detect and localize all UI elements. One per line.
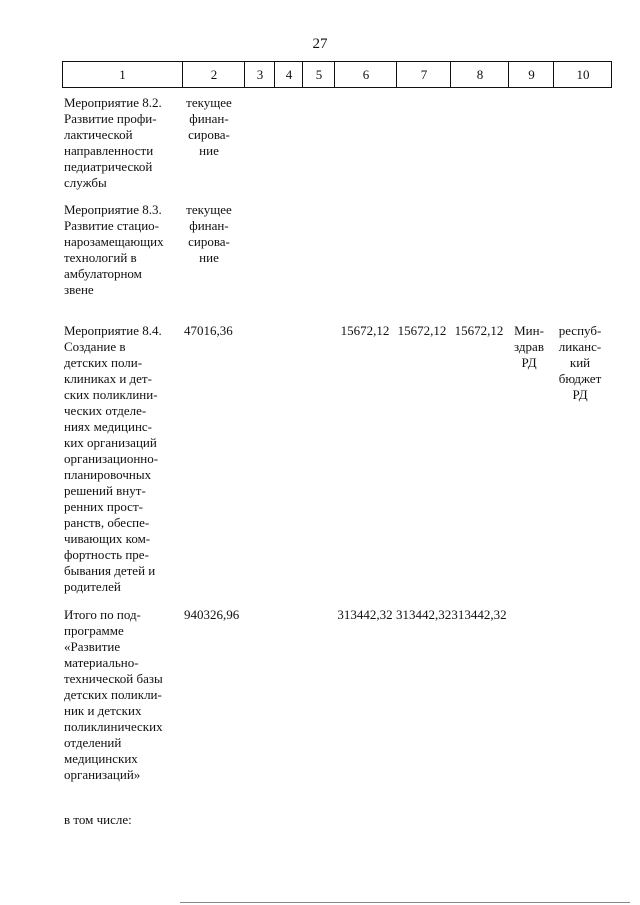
page-number: 27 <box>312 36 328 52</box>
row-1-funding: текущее финан- сирова- ние <box>186 95 232 158</box>
header-col-5: 5 <box>302 62 335 87</box>
row-3-source: респуб- ликанс- кий бюджет РД <box>558 323 602 402</box>
table-header <box>62 61 612 88</box>
row-2-funding: текущее финан- сирова- ние <box>186 202 232 265</box>
row-3-col8: 15672,12 <box>454 323 504 338</box>
row-4-name: Итого по под- программе «Развитие материально- технической базы детских поликли- ник и детских поликлинических отделений медицинских организаций» <box>64 607 163 782</box>
header-col-4: 4 <box>274 62 303 87</box>
row-3-executor: Мин- здрав РД <box>514 323 544 370</box>
row-4-col6: 313442,32 <box>337 607 393 622</box>
row-3-col7: 15672,12 <box>397 323 447 338</box>
row-3-col6: 15672,12 <box>340 323 390 338</box>
header-col-1: 1 <box>119 67 126 82</box>
header-col-10: 10 <box>553 62 612 87</box>
row-3-name: Мероприятие 8.4. Создание в детских поли- клиниках и дет- ских поликлини- ческих отделе- ниях медицинс- ких организаций организационно- планировочных решений внут- ренних прост- ранств, обеспе- чивающих ком- фортность пре- бывания детей и родителей <box>64 323 162 594</box>
header-col-8: 8 <box>450 62 509 87</box>
bottom-divider <box>180 902 630 903</box>
row-3-total: 47016,36 <box>184 323 233 338</box>
header-col-9: 9 <box>508 62 554 87</box>
header-col-6: 6 <box>334 62 397 87</box>
row-4-col8: 313442,32 <box>451 607 507 622</box>
row-4-total: 940326,96 <box>184 607 240 622</box>
row-2-name: Мероприятие 8.3. Развитие стацио- нарозамещающих технологий в амбулаторном звене <box>64 202 164 297</box>
header-col-7: 7 <box>396 62 451 87</box>
header-col-3: 3 <box>244 62 275 87</box>
header-col-2: 2 <box>182 62 245 87</box>
row-1-name: Мероприятие 8.2. Развитие профи- лактической направленности педиатрической службы <box>64 95 162 190</box>
row-4-col7: 313442,32 <box>396 607 452 622</box>
footer-note: в том числе: <box>64 812 132 827</box>
